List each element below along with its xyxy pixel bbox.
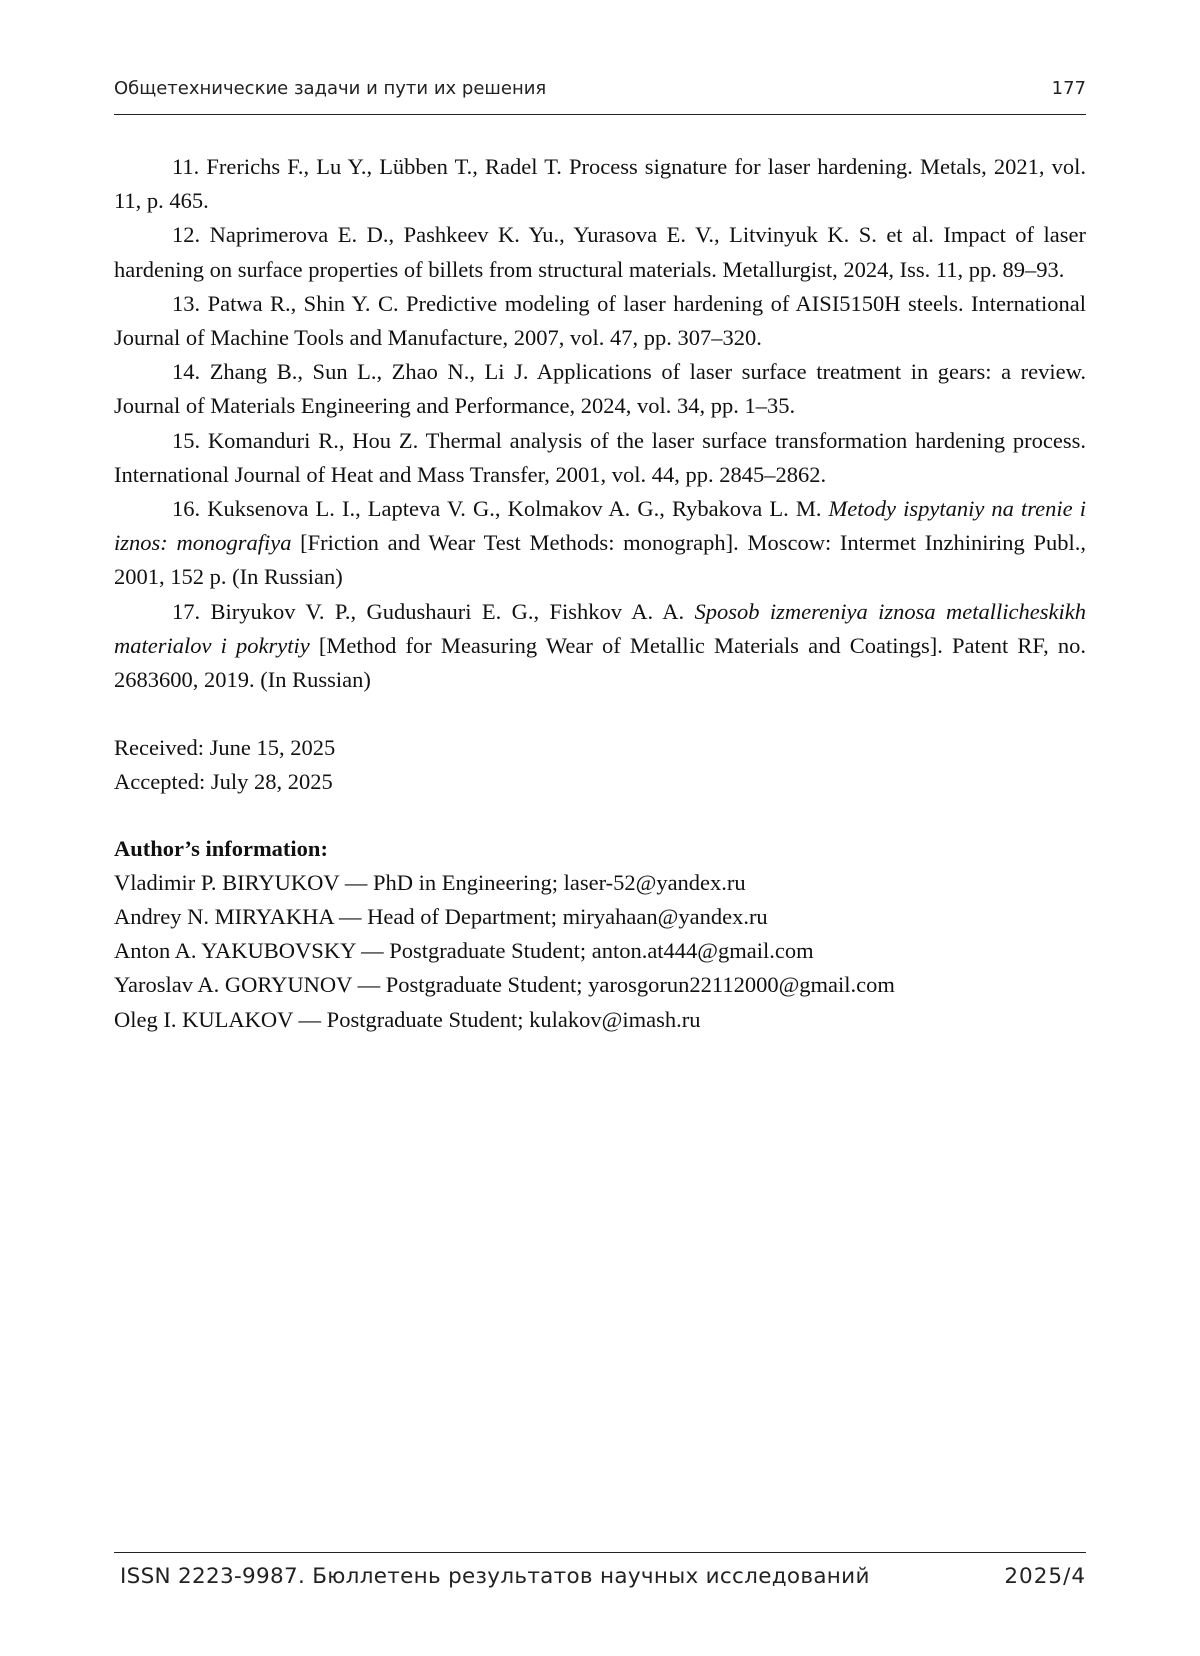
author-information <box>114 832 1086 1037</box>
author-entry: Oleg I. KULAKOV — Postgraduate Student; kulakov@imash.ru <box>114 1006 701 1032</box>
accepted-date: Accepted: July 28, 2025 <box>114 769 333 795</box>
reference-list <box>114 150 1086 697</box>
author-entry: Yaroslav A. GORYUNOV — Postgraduate Student; yarosgorun22112000@gmail.com <box>114 972 895 998</box>
journal-issn: ISSN 2223-9987. Бюллетень результатов научных исследований <box>120 1564 870 1589</box>
header-title: Общетехнические задачи и пути их решения <box>114 78 547 99</box>
reference-13: 13. Patwa R., Shin Y. C. Predictive modeling of laser hardening of AISI5150H steels. International Journal of Machine Tools and Manufacture, 2007, vol. 47, pp. 307–320. <box>114 290 1086 351</box>
page-body <box>114 150 1086 1037</box>
reference-14: 14. Zhang B., Sun L., Zhao N., Li J. Applications of laser surface treatment in gears: a review. Journal of Materials Engineering and Performance, 2024, vol. 34, pp. 1–35. <box>114 359 1086 419</box>
running-footer <box>114 1552 1086 1597</box>
reference-12: 12. Naprimerova E. D., Pashkeev K. Yu., Yurasova E. V., Litvinyuk K. S. et al. Impact of laser hardening on surface properties of billets from structural materials. Metallurgist, 2024, Iss. 11, pp. 89–93. <box>114 222 1086 282</box>
reference-17-title: Sposob izmereniya iznosa metallicheskikh materialov i pokrytiy <box>114 598 1086 658</box>
reference-15: 15. Komanduri R., Hou Z. Thermal analysis of the laser surface transformation hardening process. International Journal of Heat and Mass Transfer, 2001, vol. 44, pp. 2845–2862. <box>114 427 1086 487</box>
reference-17 <box>114 595 1086 698</box>
reference-16-details: [Friction and Wear Test Methods: monograph]. Moscow: Intermet Inzhiniring Publ., 2001, 152 p. (In Russian) <box>114 530 1087 590</box>
author-entry: Anton A. YAKUBOVSKY — Postgraduate Student; anton.at444@gmail.com <box>114 938 814 964</box>
reference-16 <box>114 492 1086 595</box>
reference-16-title: Metody ispytaniy na trenie i iznos: monografiya <box>114 496 1086 556</box>
submission-dates <box>114 731 1086 799</box>
page-number: 177 <box>1051 78 1086 99</box>
author-info-heading: Author’s information: <box>114 835 328 861</box>
running-header <box>114 72 1086 115</box>
reference-17-authors: 17. Biryukov V. P., Gudushauri E. G., Fishkov A. A. <box>172 598 695 624</box>
author-entry: Vladimir P. BIRYUKOV — PhD in Engineering; laser-52@yandex.ru <box>114 869 746 895</box>
received-date: Received: June 15, 2025 <box>114 735 336 761</box>
reference-11: 11. Frerichs F., Lu Y., Lübben T., Radel T. Process signature for laser hardening. Metals, 2021, vol. 11, p. 465. <box>114 154 1086 214</box>
reference-16-authors: 16. Kuksenova L. I., Lapteva V. G., Kolmakov A. G., Rybakova L. M. <box>172 496 829 522</box>
reference-17-details: [Method for Measuring Wear of Metallic Materials and Coatings]. Patent RF, no. 2683600, 2019. (In Russian) <box>114 632 1087 693</box>
journal-issue: 2025/4 <box>1004 1564 1086 1589</box>
author-entry: Andrey N. MIRYAKHA — Head of Department; miryahaan@yandex.ru <box>114 904 768 930</box>
